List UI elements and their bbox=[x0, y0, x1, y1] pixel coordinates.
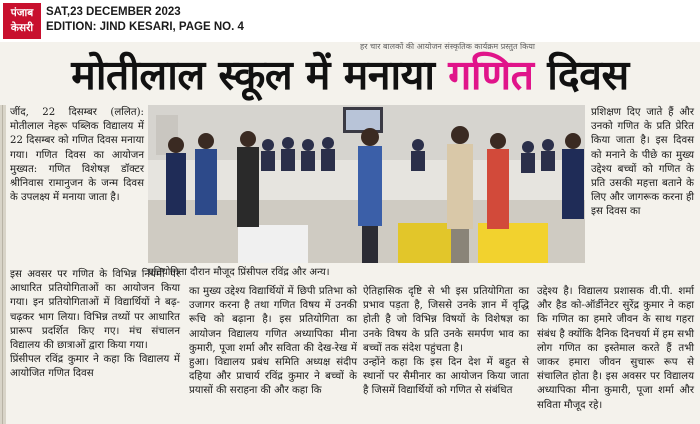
edition-page: EDITION: JIND KESARI, PAGE NO. 4 bbox=[46, 21, 244, 33]
article-intro: जींद, 22 दिसम्बर (ललित): मोतीलाल नेहरू पब्लिक विद्यालय में 22 दिसम्बर को गणित दिवस मनाया गया। गणित दिवस का आयोजन मुख्यत: गणित विशेषज्ञ डॉक्टर श्रीनिवास रामानुजन के जन्म दिवस के उपलक्ष्य में मनाया जाता है। bbox=[10, 107, 144, 204]
article-paragraph: प्रशिक्षण दिए जाते हैं और उनको गणित के प्रति प्रेरित किया जाता है। इस दिवस को मनाने के पीछे का मुख्य उद्देश्य बच्चों को गणित के प्रति उसकी महत्ता बताने के लिए और जागरूक करना ही इस दिवस का bbox=[591, 107, 694, 218]
article-paragraph: प्रिंसीपल रविंद्र कुमार ने कहा कि विद्यालय में आयोजित गणित दिवस bbox=[10, 354, 180, 380]
article-col-1-bottom bbox=[10, 268, 180, 382]
article-paragraph: इस अवसर पर गणित के विभिन्न नियमों पर आधारित प्रतियोगिताओं का आयोजन किया गया। इन प्रतियोगिताओं में विद्यार्थियों ने बढ़-चढ़कर भाग लिया। विभिन्न तथ्यों पर आधारित प्रारूप प्रदर्शित किए गए। मंच संचालन विद्यालय की छात्राओं द्वारा किया गया। bbox=[10, 269, 180, 352]
edition-meta bbox=[46, 5, 244, 35]
headline-main: मोतीलाल स्कूल में मनाया bbox=[71, 51, 449, 99]
article-col-4-bottom bbox=[537, 285, 694, 413]
issue-date: SAT,23 DECEMBER 2023 bbox=[46, 6, 181, 18]
article-paragraph: उद्देश्य है। विद्यालय प्रशासक वी.पी. शर्मा और हैड को-ऑर्डीनेटर सुरेंद्र कुमार ने कहा कि गणित का हमारे जीवन के साथ गहरा संबंध है क्योंकि दैनिक दिनचर्या में हम सभी लोग गणित का इस्तेमाल करते हैं तभी जाकर हमारा जीवन सुचारू रूप से संचालित होता है। इस अवसर पर विद्यालय अध्यापिका मीना कुमारी, पूजा शर्मा और सविता मौजूद रहे। bbox=[537, 286, 694, 411]
previous-article-fragment: हर चार बालकों की आयोजन संस्कृतिक कार्यक्रम प्रस्तुत किया bbox=[360, 42, 535, 51]
event-photo-illustration bbox=[148, 105, 585, 263]
headline-end: दिवस bbox=[533, 51, 629, 99]
headline bbox=[0, 49, 700, 101]
article-paragraph: उन्होंने कहा कि इस दिन देश में बहुत से स्थानों पर सैमीनार का आयोजन किया जाता है जिसमें विद्यार्थियों को गणित से संबंधित bbox=[363, 357, 529, 397]
article-paragraph: ऐतिहासिक दृष्टि से भी इस प्रतियोगिता का प्रभाव पड़ता है, जिससे उनके ज्ञान में वृद्धि होती है जो विभिन्न विषयों के विशेषज्ञ का उनके विषय के प्रति उनके समर्पण भाव का बच्चों तक संदेश पहुंचता है। bbox=[363, 286, 529, 354]
article-col-2 bbox=[189, 285, 357, 399]
article-col-3 bbox=[363, 285, 529, 399]
article-col-4-top bbox=[591, 106, 694, 220]
photo-caption: प्रतियोगिता दौरान मौजूद प्रिंसीपल रविंद्र और अन्य। bbox=[148, 267, 330, 278]
headline-accent-word: गणित bbox=[448, 51, 534, 99]
event-photo bbox=[148, 105, 585, 263]
punjab-kesari-logo: पंजाब केसरी bbox=[3, 3, 41, 39]
article-col-1-top bbox=[10, 106, 144, 205]
newspaper-header bbox=[0, 0, 700, 42]
page-edge-strip bbox=[0, 105, 6, 424]
newspaper-clipping bbox=[0, 42, 700, 424]
article-paragraph: का मुख्य उद्देश्य विद्यार्थियों में छिपी प्रतिभा को उजागर करना है तथा गणित विषय में उनकी रूचि को बढ़ाना है। इस प्रतियोगिता का आयोजन विद्यालय गणित अध्यापिका मीना कुमारी, पूजा शर्मा और सविता की देख-रेख में हुआ। विद्यालय प्रबंध समिति अध्यक्ष संदीप दहिया और प्राचार्य रविंद्र कुमार ने बच्चों के प्रयासों की सराहना की और कहा कि bbox=[189, 286, 357, 397]
